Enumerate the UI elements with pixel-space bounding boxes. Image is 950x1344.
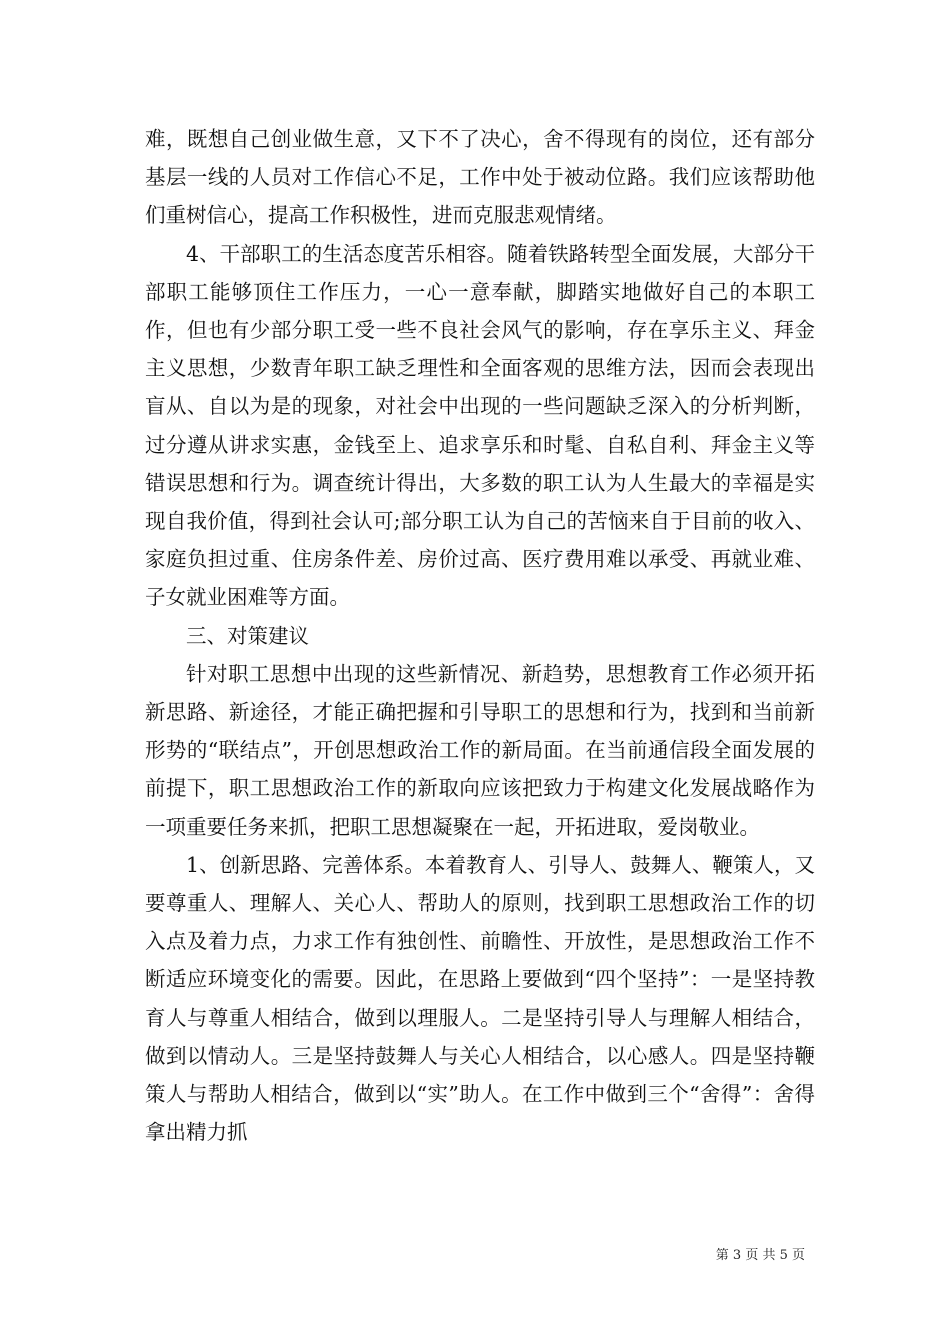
page-number-footer: 第 3 页 共 5 页 bbox=[715, 1248, 805, 1263]
paragraph-item-1: 1、创新思路、完善体系。本着教育人、引导人、鼓舞人、鞭策人，又要尊重人、理解人、关心人、帮助人的原则，找到职工思想政治工作的切入点及着力点，力求工作有独创性、前瞻性、开放性，是思想政治工作不断适应环境变化的需要。因此，在思路上要做到“四个坚持”：一是坚持教育人与尊重人相结合，做到以理服人。二是坚持引导人与理解人相结合，做到以情动人。三是坚持鼓舞人与关心人相结合，以心感人。四是坚持鞭策人与帮助人相结合，做到以“实”助人。在工作中做到三个“舍得”：舍得拿出精力抓 bbox=[145, 852, 815, 1145]
paragraph-item-4: 4、干部职工的生活态度苦乐相容。随着铁路转型全面发展，大部分干部职工能够顶住工作压力，一心一意奉献，脚踏实地做好自己的本职工作，但也有少部分职工受一些不良社会风气的影响，存在享乐主义、拜金主义思想，少数青年职工缺乏理性和全面客观的思维方法，因而会表现出盲从、自以为是的现象，对社会中出现的一些问题缺乏深入的分析判断，过分遵从讲求实惠，金钱至上、追求享乐和时髦、自私自利、拜金主义等错误思想和行为。调查统计得出，大多数的职工认为人生最大的幸福是实现自我价值，得到社会认可;部分职工认为自己的苦恼来自于目前的收入、家庭负担过重、住房条件差、房价过高、医疗费用难以承受、再就业难、子女就业困难等方面。 bbox=[145, 241, 815, 610]
section-heading-countermeasures: 三、对策建议 bbox=[186, 623, 309, 648]
document-body bbox=[145, 120, 815, 1151]
paragraph-countermeasures-intro: 针对职工思想中出现的这些新情况、新趋势，思想教育工作必须开拓新思路、新途径，才能正确把握和引导职工的思想和行为，找到和当前新形势的“联结点”，开创思想政治工作的新局面。在当前通信段全面发展的前提下，职工思想政治工作的新取向应该把致力于构建文化发展战略作为一项重要任务来抓，把职工思想凝聚在一起，开拓进取，爱岗敬业。 bbox=[145, 661, 815, 839]
paragraph-continuation: 难，既想自己创业做生意，又下不了决心，舍不得现有的岗位，还有部分基层一线的人员对工作信心不足，工作中处于被动位路。我们应该帮助他们重树信心，提高工作积极性，进而克服悲观情绪。 bbox=[145, 127, 815, 228]
